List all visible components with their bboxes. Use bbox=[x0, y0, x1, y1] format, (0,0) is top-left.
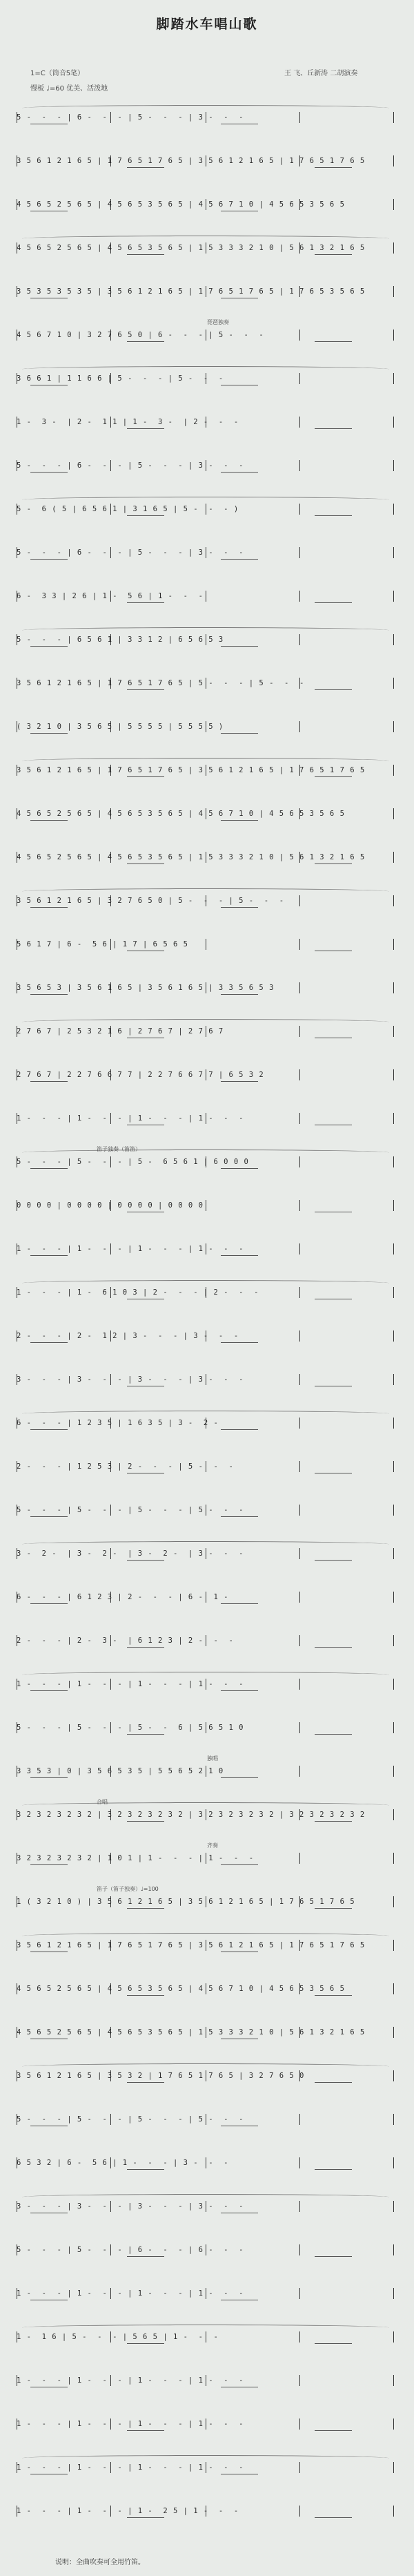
score-row bbox=[17, 1982, 395, 1998]
performance-cue: 齐奏 bbox=[207, 1842, 218, 1849]
notation-line: 6 5 3 2 | 6 - 5 6 | 1 - - - | 3 - - - bbox=[17, 2159, 229, 2167]
performance-cue: 合唱 bbox=[97, 1799, 108, 1805]
notation-line: 5 - - - | 6 - - - | 5 - - - | 3 - - - bbox=[17, 461, 244, 470]
beam-line bbox=[127, 1734, 164, 1735]
performance-cue: 独唱 bbox=[207, 1755, 218, 1762]
beam-line bbox=[30, 733, 68, 734]
slur-mark bbox=[22, 2455, 389, 2461]
slur-mark bbox=[22, 2194, 389, 2200]
notation-line: 1 ( 3 2 1 0 ) | 3 5 6 1 2 1 6 5 | 3 5 6 1 2 1 6 5 | 1 7 6 5 1 7 6 5 bbox=[17, 1898, 355, 1906]
beam-line bbox=[221, 1777, 258, 1778]
beam-line bbox=[315, 1995, 352, 1996]
score-row bbox=[17, 589, 395, 606]
footer-note: 说明：全曲吹奏可全用竹笛。 bbox=[55, 2559, 145, 2566]
notation-line: 2 - - - | 1 2 5 3 | 2 - - - | 5 - - - bbox=[17, 1462, 234, 1471]
beam-line bbox=[221, 1690, 258, 1691]
score-row bbox=[17, 241, 395, 258]
notation-line: 4 5 6 5 2 5 6 5 | 4 5 6 5 3 5 6 5 | 1 5 3 3 3 2 1 0 | 5 6 1 3 2 1 6 5 bbox=[17, 244, 366, 252]
score-row bbox=[17, 2417, 395, 2434]
notation-line: 5 6 1 7 | 6 - 5 6 | 1 7 | 6 5 6 5 bbox=[17, 940, 188, 948]
notation-line: 1 - - - | 1 - - - | 1 - - - | 1 - - - bbox=[17, 2376, 244, 2385]
notation-line: 1 - - - | 1 - - - | 1 - - - | 1 - - - bbox=[17, 2420, 244, 2428]
score-row bbox=[17, 1460, 395, 1476]
beam-line bbox=[30, 1516, 68, 1517]
beam-line bbox=[30, 820, 68, 821]
score-row bbox=[17, 111, 395, 127]
score-row bbox=[17, 937, 395, 954]
score-row bbox=[17, 1503, 395, 1520]
notation-line: 3 5 6 1 2 1 6 5 | 1 7 6 5 1 7 6 5 | 5 - - - | 5 - - - bbox=[17, 679, 305, 687]
beam-line bbox=[315, 1821, 352, 1822]
score-row bbox=[17, 372, 395, 388]
score-row bbox=[17, 1242, 395, 1259]
beam-line bbox=[127, 2517, 164, 2518]
notation-line: 3 2 3 2 3 2 3 2 | 1 0 1 | 1 - - - | 1 - - - bbox=[17, 1854, 255, 1862]
score-row bbox=[17, 502, 395, 519]
score-row bbox=[17, 1590, 395, 1607]
notation-line: 5 - - - | 5 - - - | 6 - - - | 6 - - - bbox=[17, 2246, 244, 2254]
slur-mark bbox=[22, 1802, 389, 1809]
notation-line: 5 - - - | 6 5 6 1 | 3 3 1 2 | 6 5 6 5 3 bbox=[17, 636, 224, 644]
slur-mark bbox=[22, 627, 389, 633]
beam-line bbox=[127, 167, 164, 168]
score-row bbox=[17, 1373, 395, 1389]
beam-line bbox=[30, 1081, 68, 1082]
notation-line: 3 3 5 3 | 0 | 3 5 6 5 3 5 | 5 5 6 5 2 1 0 bbox=[17, 1767, 224, 1775]
beam-line bbox=[221, 472, 258, 473]
slur-mark bbox=[22, 236, 389, 242]
beam-line bbox=[30, 472, 68, 473]
notation-line: 1 - 3 - | 2 - 1 1 | 1 - 3 - | 2 - - - bbox=[17, 418, 239, 426]
beam-line bbox=[30, 994, 68, 995]
notation-line: 5 - - - | 5 - - - | 5 - - 6 | 5 6 5 1 0 bbox=[17, 1724, 244, 1732]
score-row bbox=[17, 1329, 395, 1346]
score-row bbox=[17, 1677, 395, 1694]
score-row bbox=[17, 1068, 395, 1085]
tempo-marking: 慢板 ♩=60 优美、活泼地 bbox=[30, 85, 108, 93]
notation-line: 5 - - - | 6 - - - | 5 - - - | 3 - - - bbox=[17, 548, 244, 557]
slur-mark bbox=[22, 366, 389, 372]
score-row bbox=[17, 1764, 395, 1781]
beam-line bbox=[127, 1908, 164, 1909]
notation-line: 3 6 6 1 | 1 1 6 6 | 5 - - - | 5 - - - bbox=[17, 374, 224, 383]
score-row bbox=[17, 285, 395, 301]
beam-line bbox=[221, 1516, 258, 1517]
notation-line: 3 5 6 1 2 1 6 5 | 1 7 6 5 1 7 6 5 | 3 5 6 1 2 1 6 5 | 1 7 6 5 1 7 6 5 bbox=[17, 157, 366, 165]
beam-line bbox=[127, 689, 164, 690]
score-row bbox=[17, 1634, 395, 1650]
beam-line bbox=[127, 1560, 164, 1561]
beam-line bbox=[315, 2256, 352, 2257]
notation-line: 3 - 2 - | 3 - 2 - | 3 - 2 - | 3 - - - bbox=[17, 1549, 244, 1558]
beam-line bbox=[127, 1995, 164, 1996]
beam-line bbox=[221, 1342, 258, 1343]
score-row bbox=[17, 1112, 395, 1128]
notation-line: 1 - - - | 1 - - - | 1 - - - | 1 - - - bbox=[17, 1680, 244, 1688]
beam-line bbox=[30, 1603, 68, 1604]
beam-line bbox=[315, 1734, 352, 1735]
beam-line bbox=[221, 1255, 258, 1256]
beam-line bbox=[315, 515, 352, 516]
beam-line bbox=[30, 1342, 68, 1343]
score-row bbox=[17, 1199, 395, 1215]
beam-line bbox=[127, 2169, 164, 2170]
beam-line bbox=[221, 1864, 258, 1865]
score-row bbox=[17, 1851, 395, 1868]
beam-line bbox=[315, 2169, 352, 2170]
score-row bbox=[17, 2069, 395, 2086]
score-row bbox=[17, 2330, 395, 2347]
score-row bbox=[17, 2156, 395, 2173]
beam-line bbox=[315, 689, 352, 690]
notation-line: 0 0 0 0 | 0 0 0 0 | 0 0 0 0 | 0 0 0 0 bbox=[17, 1201, 204, 1210]
beam-line bbox=[127, 2430, 164, 2431]
score-row bbox=[17, 415, 395, 432]
score-row bbox=[17, 1286, 395, 1302]
beam-line bbox=[127, 341, 164, 342]
beam-line bbox=[315, 2517, 352, 2518]
beam-line bbox=[315, 776, 352, 777]
score-row bbox=[17, 1547, 395, 1563]
score-row bbox=[17, 1721, 395, 1737]
beam-line bbox=[315, 2430, 352, 2431]
slur-mark bbox=[22, 1411, 389, 1417]
slur-mark bbox=[22, 758, 389, 764]
beam-line bbox=[221, 1168, 258, 1169]
key-signature: 1=C（筒音5笔） bbox=[30, 70, 85, 77]
beam-line bbox=[221, 907, 258, 908]
beam-line bbox=[315, 2082, 352, 2083]
beam-line bbox=[30, 1777, 68, 1778]
beam-line bbox=[315, 1560, 352, 1561]
notation-line: 3 5 6 1 2 1 6 5 | 3 2 7 6 5 0 | 5 - - - | 5 - - - bbox=[17, 897, 285, 905]
notation-line: 1 - - - | 1 - - - | 1 - - - | 1 - - - bbox=[17, 1114, 244, 1123]
notation-line: ( 3 2 1 0 | 3 5 6 5 | 5 5 5 5 | 5 5 5 5 ) bbox=[17, 723, 224, 731]
score-row bbox=[17, 2461, 395, 2477]
notation-line: 3 - - - | 3 - - - | 3 - - - | 3 - - - bbox=[17, 2202, 244, 2211]
slur-mark bbox=[22, 105, 389, 111]
notation-line: 1 - - - | 1 - 6 1 0 3 | 2 - - - | 2 - - - bbox=[17, 1288, 259, 1297]
beam-line bbox=[221, 646, 258, 647]
score-row bbox=[17, 676, 395, 693]
score-row bbox=[17, 1895, 395, 1911]
notation-line: 6 - - - | 1 2 3 5 | 1 6 3 5 | 3 - 2 - bbox=[17, 1419, 219, 1427]
beam-line bbox=[315, 167, 352, 168]
notation-line: 2 7 6 7 | 2 5 3 2 1 6 | 2 7 6 7 | 2 7 6 7 bbox=[17, 1027, 224, 1036]
notation-line: 1 - 1 6 | 5 - - - | 5 6 5 | 1 - - - bbox=[17, 2333, 219, 2341]
beam-line bbox=[221, 733, 258, 734]
beam-line bbox=[315, 1908, 352, 1909]
beam-line bbox=[30, 646, 68, 647]
beam-line bbox=[30, 1168, 68, 1169]
beam-line bbox=[127, 1821, 164, 1822]
slur-mark bbox=[22, 888, 389, 895]
performance-cue: 琵琶独奏 bbox=[207, 319, 229, 325]
score-row bbox=[17, 1155, 395, 1172]
slur-mark bbox=[22, 1019, 389, 1025]
score-row bbox=[17, 1938, 395, 1955]
notation-line: 3 5 6 5 3 | 3 5 6 1 6 5 | 3 5 6 1 6 5 | 3 3 5 6 5 3 bbox=[17, 984, 275, 992]
beam-line bbox=[127, 2343, 164, 2344]
performance-cue: 笛子（笛子独奏）♩=100 bbox=[97, 1886, 159, 1892]
beam-line bbox=[315, 602, 352, 603]
notation-line: 1 - - - | 1 - - - | 1 - - - | 1 - - - bbox=[17, 2289, 244, 2298]
notation-line: 4 5 6 5 2 5 6 5 | 4 5 6 5 3 5 6 5 | 4 5 6 7 1 0 | 4 5 6 5 3 5 6 5 bbox=[17, 810, 345, 818]
slur-mark bbox=[22, 1933, 389, 1939]
score-row bbox=[17, 2243, 395, 2260]
notation-line: 3 5 6 1 2 1 6 5 | 1 7 6 5 1 7 6 5 | 3 5 6 1 2 1 6 5 | 1 7 6 5 1 7 6 5 bbox=[17, 766, 366, 774]
notation-line: 2 - - - | 2 - 1 2 | 3 - - - | 3 - - - bbox=[17, 1332, 239, 1340]
performance-cue: 笛子独奏（笛笛） bbox=[97, 1146, 141, 1152]
notation-line: 2 - - - | 2 - 3 - | 6 1 2 3 | 2 - - - bbox=[17, 1637, 234, 1645]
notation-line: 6 - 3 3 | 2 6 | 1 - 5 6 | 1 - - - bbox=[17, 592, 204, 600]
slur-mark bbox=[22, 1280, 389, 1286]
notation-line: 4 5 6 5 2 5 6 5 | 4 5 6 5 3 5 6 5 | 4 5 6 7 1 0 | 4 5 6 5 3 5 6 5 bbox=[17, 200, 345, 209]
notation-line: 5 - - - | 5 - - - | 5 - - - | 5 - - - bbox=[17, 2115, 244, 2124]
score-row bbox=[17, 2287, 395, 2303]
beam-line bbox=[127, 602, 164, 603]
beam-line bbox=[315, 254, 352, 255]
beam-line bbox=[30, 1690, 68, 1691]
beam-line bbox=[221, 994, 258, 995]
score-row bbox=[17, 633, 395, 649]
beam-line bbox=[30, 559, 68, 560]
slur-mark bbox=[22, 497, 389, 503]
score-row bbox=[17, 850, 395, 867]
notation-line: 1 - - - | 1 - - - | 1 - 2 5 | 1 - - - bbox=[17, 2507, 239, 2515]
beam-line bbox=[315, 1647, 352, 1648]
score-row bbox=[17, 2374, 395, 2390]
beam-line bbox=[315, 428, 352, 429]
notation-line: 2 7 6 7 | 2 2 7 6 6 7 7 | 2 2 7 6 6 7 7 | 6 5 3 2 bbox=[17, 1071, 264, 1079]
notation-line: 4 5 6 5 2 5 6 5 | 4 5 6 5 3 5 6 5 | 1 5 3 3 3 2 1 0 | 5 6 1 3 2 1 6 5 bbox=[17, 853, 366, 861]
beam-line bbox=[127, 2256, 164, 2257]
notation-line: 5 - - - | 6 - - - | 5 - - - | 3 - - - bbox=[17, 113, 244, 122]
beam-line bbox=[221, 1081, 258, 1082]
beam-line bbox=[221, 820, 258, 821]
beam-line bbox=[30, 1429, 68, 1430]
score-row bbox=[17, 2025, 395, 2042]
score-row bbox=[17, 2504, 395, 2521]
song-title: 脚踏水车唱山歌 bbox=[156, 17, 258, 32]
score-row bbox=[17, 981, 395, 998]
notation-line: 6 - - - | 6 1 2 3 | 2 - - - | 6 - 1 - bbox=[17, 1593, 229, 1601]
score-row bbox=[17, 459, 395, 475]
notation-line: 3 5 6 1 2 1 6 5 | 3 5 3 2 | 1 7 6 5 1 7 6 5 | 3 2 7 6 5 0 bbox=[17, 2072, 305, 2080]
score-row bbox=[17, 763, 395, 780]
beam-line bbox=[127, 776, 164, 777]
slur-mark bbox=[22, 1541, 389, 1547]
slur-mark bbox=[22, 1149, 389, 1156]
score-row bbox=[17, 154, 395, 171]
notation-line: 1 - - - | 1 - - - | 1 - - - | 1 - - - bbox=[17, 1245, 244, 1253]
beam-line bbox=[127, 428, 164, 429]
score-row bbox=[17, 1808, 395, 1824]
notation-line: 3 2 3 2 3 2 3 2 | 3 2 3 2 3 2 3 2 | 3 2 3 2 3 2 3 2 | 3 2 3 2 3 2 3 2 bbox=[17, 1811, 366, 1819]
slur-mark bbox=[22, 2325, 389, 2331]
notation-line: 3 5 3 5 3 5 3 5 | 3 5 6 1 2 1 6 5 | 1 7 6 5 1 7 6 5 | 1 7 6 5 3 5 6 5 bbox=[17, 287, 366, 296]
notation-line: 4 5 6 5 2 5 6 5 | 4 5 6 5 3 5 6 5 | 1 5 3 3 3 2 1 0 | 5 6 1 3 2 1 6 5 bbox=[17, 2028, 366, 2036]
slur-mark bbox=[22, 2063, 389, 2070]
beam-line bbox=[221, 1429, 258, 1430]
notation-line: 3 5 6 1 2 1 6 5 | 1 7 6 5 1 7 6 5 | 3 5 6 1 2 1 6 5 | 1 7 6 5 1 7 6 5 bbox=[17, 1941, 366, 1949]
score-row bbox=[17, 546, 395, 562]
notation-line: 5 - - - | 5 - - - | 5 - - - | 5 - - - bbox=[17, 1506, 244, 1514]
beam-line bbox=[30, 907, 68, 908]
score-row bbox=[17, 720, 395, 736]
beam-line bbox=[315, 2343, 352, 2344]
score-row bbox=[17, 1416, 395, 1433]
slur-mark bbox=[22, 1672, 389, 1678]
beam-line bbox=[30, 1864, 68, 1865]
beam-line bbox=[127, 254, 164, 255]
score-row bbox=[17, 1024, 395, 1041]
score-row bbox=[17, 807, 395, 823]
score-row bbox=[17, 328, 395, 345]
beam-line bbox=[221, 559, 258, 560]
score-row bbox=[17, 2200, 395, 2216]
notation-line: 3 - - - | 3 - - - | 3 - - - | 3 - - - bbox=[17, 1375, 244, 1384]
notation-line: 4 5 6 7 1 0 | 3 2 7 6 5 0 | 6 - - - | 5 - - - bbox=[17, 331, 264, 339]
beam-line bbox=[30, 1255, 68, 1256]
beam-line bbox=[127, 515, 164, 516]
beam-line bbox=[315, 341, 352, 342]
notation-line: 5 - - - | 5 - - - | 5 - 6 5 6 1 | 6 0 0 0 bbox=[17, 1158, 249, 1166]
notation-line: 4 5 6 5 2 5 6 5 | 4 5 6 5 3 5 6 5 | 4 5 6 7 1 0 | 4 5 6 5 3 5 6 5 bbox=[17, 1985, 345, 1993]
beam-line bbox=[127, 2082, 164, 2083]
score-row bbox=[17, 198, 395, 214]
score-row bbox=[17, 2112, 395, 2129]
credits: 王 飞、丘新涛 二胡演奏 bbox=[284, 70, 358, 77]
score-row bbox=[17, 894, 395, 910]
notation-line: 5 - 6 ( 5 | 6 5 6 1 | 3 1 6 5 | 5 - - - ) bbox=[17, 505, 239, 513]
beam-line bbox=[221, 1603, 258, 1604]
notation-line: 1 - - - | 1 - - - | 1 - - - | 1 - - - bbox=[17, 2463, 244, 2472]
beam-line bbox=[127, 1647, 164, 1648]
